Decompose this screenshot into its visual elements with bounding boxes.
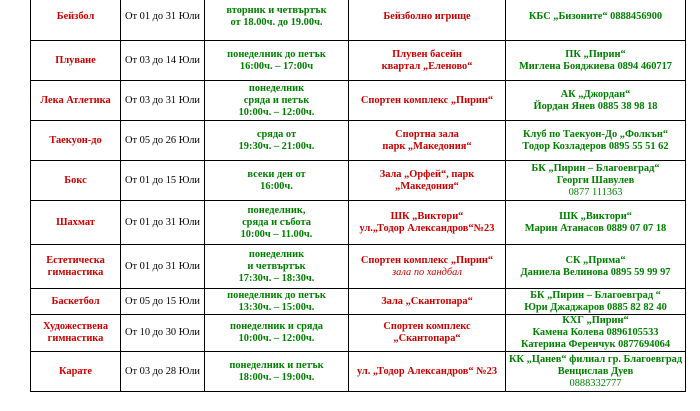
period-cell [121, 289, 205, 315]
period-cell [121, 121, 205, 161]
contact-cell [506, 315, 686, 352]
place-cell [349, 289, 506, 315]
period-line: От 01 до 31 Юли [125, 216, 200, 228]
hours-line: 10:00ч. – 12:00ч. [238, 333, 315, 344]
contact-line: Катерина Ференчук 0877694064 [520, 339, 671, 350]
table-row [31, 289, 686, 315]
hours-line: 10:00ч – 11.00ч. [240, 228, 313, 240]
contact-line: СК „Прима“ [565, 254, 626, 266]
hours-line: сряда и петък [243, 94, 310, 106]
contact-line: БК „Пирин – Благоевград “ [530, 289, 661, 301]
contact-line: Тодор Козладеров 0895 55 51 62 [522, 140, 669, 152]
period-cell [121, 315, 205, 352]
hours-cell [205, 245, 349, 289]
hours-line: понеделник [248, 248, 305, 260]
hours-line: понеделник, [247, 204, 306, 216]
contact-line: КК „Цанев“ филиал гр. Благоевград [509, 353, 683, 365]
place-cell [349, 315, 506, 352]
sport-line: Естетическа [46, 254, 105, 266]
period-line: От 03 до 14 Юли [125, 54, 200, 66]
contact-line: АК „Джордан“ [560, 88, 631, 100]
sport-cell [31, 121, 121, 161]
sport-line: Лека Атлетика [40, 94, 111, 106]
hours-line: от 18.00ч. до 19.00ч. [230, 16, 323, 28]
place-cell [349, 245, 506, 289]
sport-cell [31, 41, 121, 81]
sport-cell [31, 245, 121, 289]
place-sub-line: зала по хандбал [392, 266, 462, 278]
place-line: „Македония“ [395, 180, 459, 192]
contact-line: БК „Пирин – Благоевград“ [531, 162, 660, 174]
period-line: От 03 до 28 Юли [125, 365, 200, 377]
hours-line: и четвъртък [247, 260, 306, 272]
period-cell [121, 41, 205, 81]
hours-line: 16:00ч. – 17:00ч [239, 60, 314, 72]
contact-line: КБС „Бизоните“ 0888456900 [528, 10, 663, 22]
table-row [31, 315, 686, 352]
contact-line: ПК „Пирин“ [565, 48, 626, 60]
period-cell [121, 352, 205, 392]
period-cell [121, 245, 205, 289]
period-line: От 01 до 15 Юли [125, 174, 200, 186]
period-cell [121, 161, 205, 201]
sport-line: Плуване [55, 54, 96, 66]
contact-line: Камена Колева 0896105533 [532, 327, 659, 338]
hours-cell [205, 0, 349, 41]
hours-line: сряда и събота [242, 216, 311, 228]
hours-line: понеделник и сряда [230, 321, 323, 332]
sport-cell [31, 315, 121, 352]
hours-cell [205, 352, 349, 392]
hours-line: понеделник до петък [227, 48, 326, 60]
hours-cell [205, 289, 349, 315]
hours-line: сряда от [256, 128, 297, 140]
place-line: ШК „Виктори“ [390, 210, 464, 222]
period-line: От 01 до 31 Юли [125, 10, 200, 22]
contact-cell [506, 289, 686, 315]
hours-line: вторник и четвъртък [226, 4, 327, 16]
contact-line: 0877 111363 [568, 186, 623, 198]
sport-line: Художествена [42, 321, 109, 332]
contact-line: Марин Атанасов 0889 07 07 18 [524, 222, 667, 234]
contact-line: Даниела Велинова 0895 59 99 97 [520, 266, 671, 278]
hours-line: 19:30ч. – 21:00ч. [238, 140, 315, 152]
place-line: Спортен комплекс „Пирин“ [360, 254, 494, 266]
contact-cell [506, 81, 686, 121]
contact-line: Миглена Бояджиева 0894 460717 [518, 60, 673, 72]
table-row [31, 0, 686, 41]
hours-cell [205, 315, 349, 352]
place-line: Зала „Скантопара“ [381, 295, 473, 307]
hours-line: 10:00ч. – 12:00ч. [238, 106, 315, 118]
period-line: От 05 до 15 Юли [125, 295, 200, 307]
contact-cell [506, 41, 686, 81]
hours-cell [205, 121, 349, 161]
place-cell [349, 121, 506, 161]
contact-cell [506, 0, 686, 41]
sport-line: Баскетбол [51, 295, 100, 307]
contact-cell [506, 161, 686, 201]
hours-line: понеделник и петък [229, 359, 324, 371]
hours-line: 18:00ч. – 19:00ч. [238, 371, 315, 383]
place-line: Спортен комплекс [383, 321, 471, 332]
sport-cell [31, 81, 121, 121]
period-line: От 10 до 30 Юли [125, 327, 200, 338]
sport-line: Шахмат [56, 216, 95, 228]
contact-line: Йордан Янев 0885 38 98 18 [533, 100, 658, 112]
place-cell [349, 352, 506, 392]
sport-cell [31, 0, 121, 41]
contact-cell [506, 201, 686, 245]
period-cell [121, 201, 205, 245]
contact-line: 0888332777 [569, 377, 622, 389]
sport-line: Бейзбол [56, 10, 95, 22]
hours-line: понеделник [248, 82, 305, 94]
sport-line: гимнастика [47, 266, 104, 278]
contact-line: Клуб по Таекуон-До „Фолкън“ [522, 128, 669, 140]
hours-line: всеки ден от [247, 168, 306, 180]
contact-cell [506, 121, 686, 161]
sport-cell [31, 289, 121, 315]
schedule-table-body [31, 0, 686, 392]
place-line: Бейзболно игрище [383, 10, 471, 22]
place-line: Зала „Орфей“, парк [379, 168, 475, 180]
contact-line: Юри Джаджаров 0885 82 82 40 [524, 301, 667, 313]
sport-line: Таекуон-до [49, 134, 102, 146]
place-line: ул.„Тодор Александров“№23 [359, 222, 495, 234]
place-line: „Скантопара“ [393, 333, 461, 344]
place-line: парк „Македония“ [382, 140, 472, 152]
period-line: От 03 до 31 Юли [125, 94, 200, 106]
place-line: Плувен басейн [392, 48, 462, 60]
sport-line: гимнастика [47, 333, 104, 344]
period-cell [121, 81, 205, 121]
hours-cell [205, 161, 349, 201]
place-cell [349, 201, 506, 245]
sport-cell [31, 161, 121, 201]
hours-cell [205, 41, 349, 81]
hours-line: 17:30ч. – 18:30ч. [238, 272, 315, 284]
place-line: Спортен комплекс „Пирин“ [360, 94, 494, 106]
place-line: ул. „Тодор Александров“ №23 [356, 365, 498, 377]
sport-cell [31, 201, 121, 245]
table-row [31, 41, 686, 81]
sport-line: Карате [58, 365, 92, 377]
place-cell [349, 41, 506, 81]
table-row [31, 245, 686, 289]
period-line: От 01 до 31 Юли [125, 260, 200, 272]
hours-line: 13:30ч. – 15:00ч. [238, 301, 315, 313]
contact-line: ШК „Виктори“ [559, 210, 632, 222]
contact-line: КХГ „Пирин“ [562, 315, 629, 326]
table-row [31, 352, 686, 392]
period-cell [121, 0, 205, 41]
period-line: От 05 до 26 Юли [125, 134, 200, 146]
place-line: Спортна зала [395, 128, 459, 140]
hours-line: понеделник до петък [227, 289, 326, 301]
hours-cell [205, 201, 349, 245]
table-row [31, 201, 686, 245]
table-row [31, 161, 686, 201]
place-line: квартал „Еленово“ [381, 60, 473, 72]
contact-cell [506, 352, 686, 392]
sport-line: Бокс [64, 174, 87, 186]
sport-cell [31, 352, 121, 392]
hours-line: 16:00ч. [260, 180, 293, 192]
place-cell [349, 161, 506, 201]
hours-cell [205, 81, 349, 121]
place-cell [349, 0, 506, 41]
contact-line: Венцислав Дуев [557, 365, 634, 377]
place-cell [349, 81, 506, 121]
table-row [31, 121, 686, 161]
table-row [31, 81, 686, 121]
contact-line: Георги Шавулев [556, 174, 635, 186]
sports-schedule-table [30, 0, 686, 392]
contact-cell [506, 245, 686, 289]
